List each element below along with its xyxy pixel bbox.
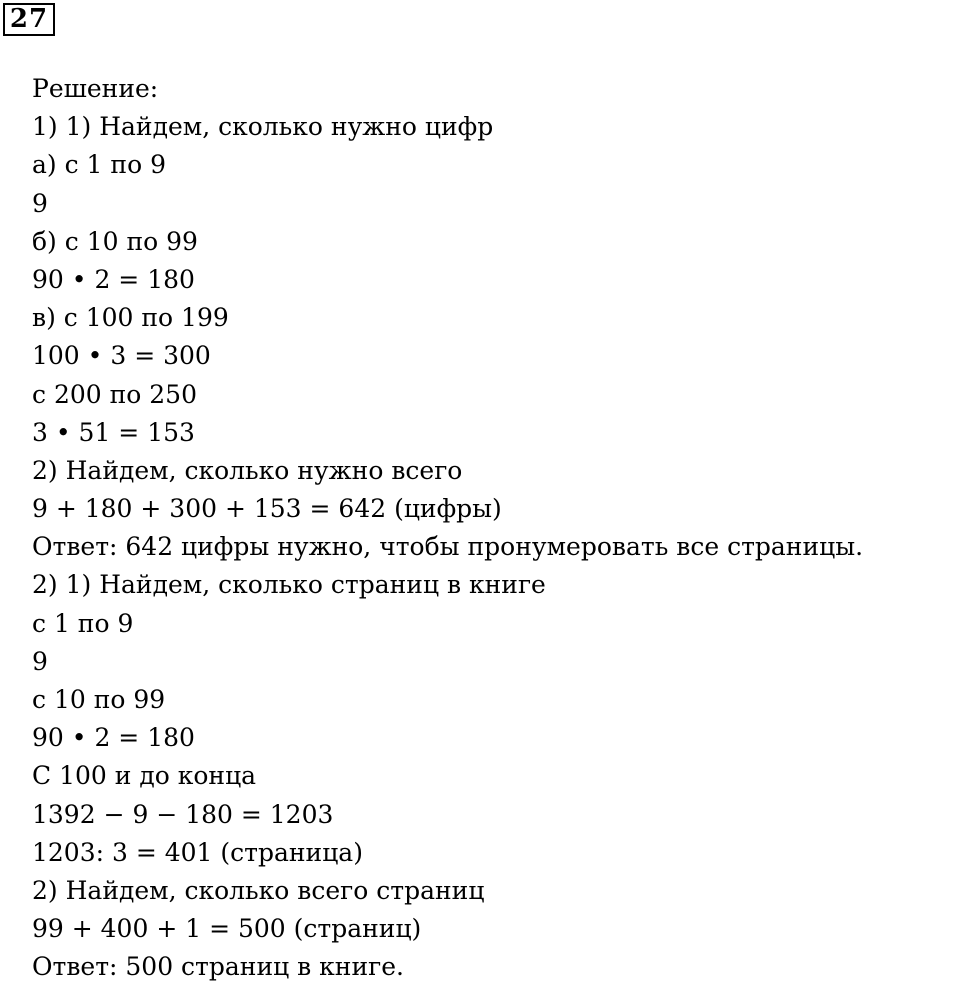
solution-line: 99 + 400 + 1 = 500 (страниц): [32, 914, 422, 944]
solution-line: 1203: 3 = 401 (страница): [32, 837, 363, 867]
task-number-box: 27: [3, 3, 55, 36]
solution-line: 3 • 51 = 153: [32, 417, 195, 447]
solution-text: [32, 70, 957, 987]
solution-line: с 200 по 250: [32, 379, 197, 409]
solution-line: 2) Найдем, сколько всего страниц: [32, 875, 485, 905]
solution-line: б) с 10 по 99: [32, 226, 198, 256]
solution-line: 2) 1) Найдем, сколько страниц в книге: [32, 570, 546, 600]
solution-line: 9: [32, 646, 48, 676]
solution-line: С 100 и до конца: [32, 761, 257, 791]
solution-line: 1) 1) Найдем, сколько нужно цифр: [32, 112, 494, 142]
solution-line: а) с 1 по 9: [32, 150, 166, 180]
solution-line: 2) Найдем, сколько нужно всего: [32, 455, 463, 485]
solution-line: с 1 по 9: [32, 608, 134, 638]
answer-line: Ответ: 642 цифры нужно, чтобы пронумеровать все страницы.: [32, 532, 864, 562]
solution-heading: Решение:: [32, 74, 159, 103]
solution-line: в) с 100 по 199: [32, 303, 229, 333]
solution-line: 1392 − 9 − 180 = 1203: [32, 799, 334, 829]
answer-line: Ответ: 500 страниц в книге.: [32, 952, 404, 982]
solution-line: 90 • 2 = 180: [32, 723, 195, 753]
solution-line: 100 • 3 = 300: [32, 341, 211, 371]
solution-line: 9 + 180 + 300 + 153 = 642 (цифры): [32, 494, 502, 524]
solution-line: 9: [32, 188, 48, 218]
solution-line: с 10 по 99: [32, 685, 166, 714]
solution-line: 90 • 2 = 180: [32, 264, 195, 294]
